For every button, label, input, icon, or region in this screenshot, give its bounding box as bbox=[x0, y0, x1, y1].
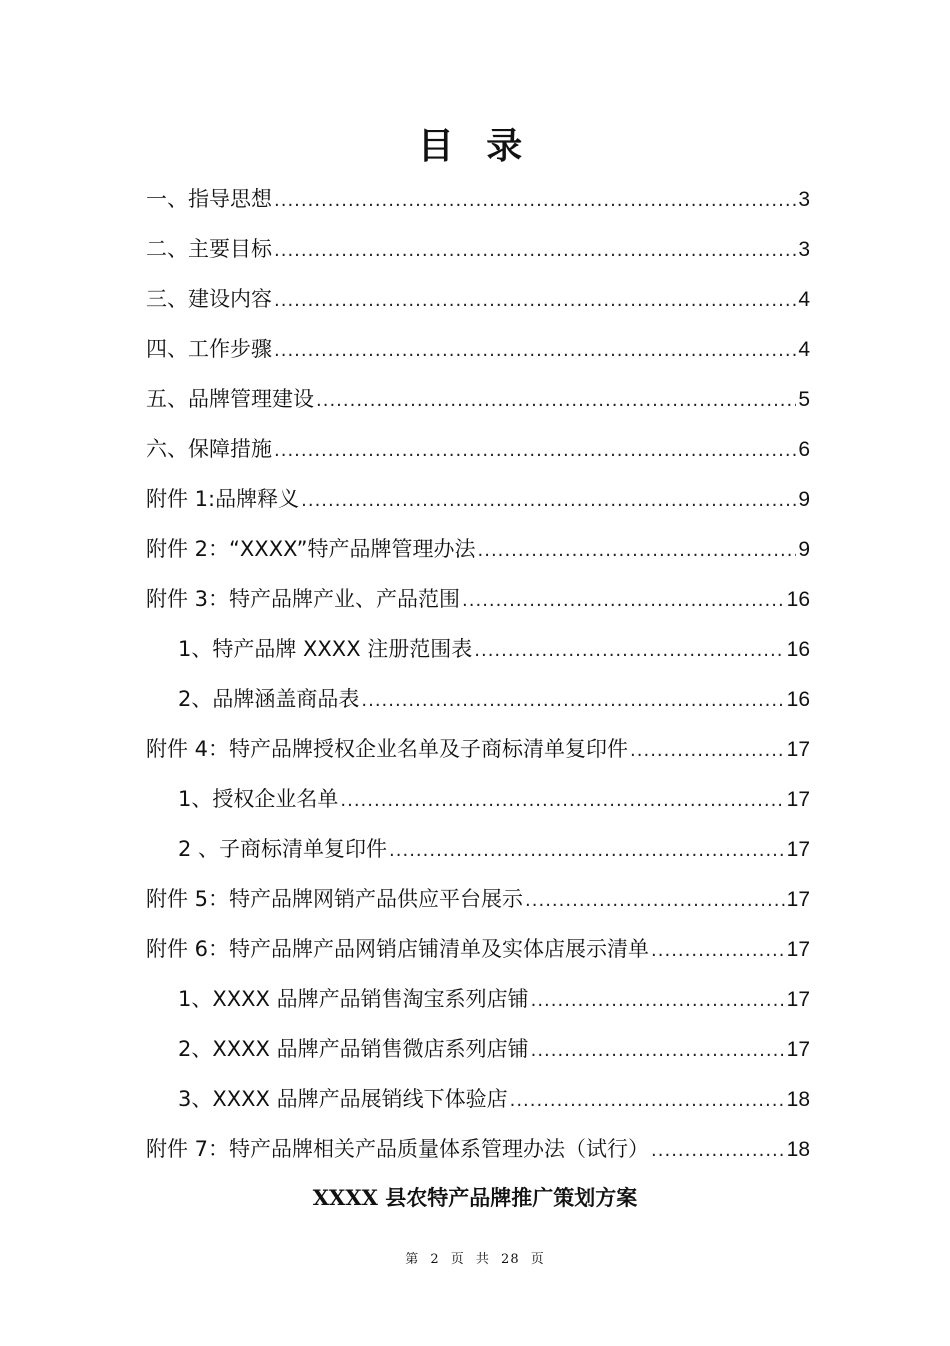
toc-dot-leader bbox=[361, 676, 784, 726]
toc-entry-page-number: 17 bbox=[786, 888, 810, 911]
toc-entry-page-number: 17 bbox=[786, 988, 810, 1011]
toc-entry-page-number: 6 bbox=[798, 438, 810, 461]
toc-entry[interactable] bbox=[146, 524, 810, 574]
toc-entry-label: 附件 3：特产品牌产业、产品范围 bbox=[146, 587, 461, 611]
toc-dot-leader bbox=[389, 826, 785, 876]
toc-dot-leader bbox=[651, 926, 785, 976]
toc-dot-leader bbox=[531, 976, 785, 1026]
page-title: 目 录 bbox=[417, 125, 533, 167]
toc-dot-leader bbox=[340, 776, 784, 826]
toc-entry-label: 二、主要目标 bbox=[146, 237, 272, 261]
toc-entry-page-number: 17 bbox=[786, 1038, 810, 1061]
table-of-contents bbox=[146, 174, 810, 1174]
toc-entry-label: 附件 4：特产品牌授权企业名单及子商标清单复印件 bbox=[146, 737, 629, 761]
toc-entry-page-number: 16 bbox=[786, 588, 810, 611]
toc-entry-label: 2、品牌涵盖商品表 bbox=[178, 687, 360, 711]
toc-entry-page-number: 17 bbox=[786, 838, 810, 861]
toc-dot-leader bbox=[531, 1026, 785, 1076]
toc-entry-page-number: 5 bbox=[798, 388, 810, 411]
toc-entry[interactable] bbox=[146, 824, 810, 874]
toc-entry-label: 四、工作步骤 bbox=[146, 337, 272, 361]
toc-entry[interactable] bbox=[146, 924, 810, 974]
toc-dot-leader bbox=[274, 176, 796, 226]
toc-dot-leader bbox=[651, 1126, 785, 1176]
toc-entry[interactable] bbox=[146, 274, 810, 324]
toc-entry[interactable] bbox=[146, 624, 810, 674]
toc-entry-page-number: 16 bbox=[786, 688, 810, 711]
toc-entry-label: 五、品牌管理建设 bbox=[146, 387, 314, 411]
toc-entry[interactable] bbox=[146, 874, 810, 924]
toc-dot-leader bbox=[474, 626, 784, 676]
toc-entry[interactable] bbox=[146, 774, 810, 824]
toc-entry-label: 1、授权企业名单 bbox=[178, 787, 339, 811]
toc-dot-leader bbox=[478, 526, 797, 576]
toc-dot-leader bbox=[274, 226, 796, 276]
toc-entry-label: 三、建设内容 bbox=[146, 287, 272, 311]
toc-entry-label: 1、XXXX 品牌产品销售淘宝系列店铺 bbox=[178, 987, 529, 1011]
toc-entry[interactable] bbox=[146, 1124, 810, 1174]
toc-entry-page-number: 17 bbox=[786, 788, 810, 811]
document-heading: XXXX 县农特产品牌推广策划方案 bbox=[312, 1185, 638, 1210]
toc-entry[interactable] bbox=[146, 224, 810, 274]
toc-entry[interactable] bbox=[146, 974, 810, 1024]
toc-entry-page-number: 9 bbox=[798, 538, 810, 561]
toc-entry-label: 六、保障措施 bbox=[146, 437, 272, 461]
toc-entry[interactable] bbox=[146, 1024, 810, 1074]
toc-entry-page-number: 17 bbox=[786, 938, 810, 961]
toc-dot-leader bbox=[274, 426, 796, 476]
toc-dot-leader bbox=[316, 376, 796, 426]
page-footer: 第 2 页 共 28 页 bbox=[405, 1252, 545, 1267]
toc-dot-leader bbox=[301, 476, 796, 526]
toc-entry-page-number: 16 bbox=[786, 638, 810, 661]
toc-entry-label: 附件 7：特产品牌相关产品质量体系管理办法（试行） bbox=[146, 1137, 650, 1161]
toc-dot-leader bbox=[462, 576, 785, 626]
toc-entry-page-number: 4 bbox=[798, 338, 810, 361]
toc-dot-leader bbox=[630, 726, 785, 776]
toc-entry-label: 1、特产品牌 XXXX 注册范围表 bbox=[178, 637, 473, 661]
toc-entry-page-number: 3 bbox=[798, 188, 810, 211]
toc-entry-label: 附件 1:品牌释义 bbox=[146, 487, 300, 511]
toc-entry-label: 附件 2：“XXXX”特产品牌管理办法 bbox=[146, 537, 476, 561]
toc-dot-leader bbox=[274, 326, 796, 376]
toc-entry[interactable] bbox=[146, 374, 810, 424]
toc-entry-page-number: 18 bbox=[786, 1138, 810, 1161]
toc-entry[interactable] bbox=[146, 674, 810, 724]
toc-entry[interactable] bbox=[146, 474, 810, 524]
toc-entry-label: 3、XXXX 品牌产品展销线下体验店 bbox=[178, 1087, 508, 1111]
toc-entry-label: 一、指导思想 bbox=[146, 187, 272, 211]
toc-entry[interactable] bbox=[146, 174, 810, 224]
toc-entry-page-number: 3 bbox=[798, 238, 810, 261]
toc-dot-leader bbox=[274, 276, 796, 326]
toc-entry-page-number: 9 bbox=[798, 488, 810, 511]
toc-entry-label: 附件 5：特产品牌网销产品供应平台展示 bbox=[146, 887, 524, 911]
toc-entry-label: 2 、子商标清单复印件 bbox=[178, 837, 388, 861]
toc-entry[interactable] bbox=[146, 574, 810, 624]
toc-entry[interactable] bbox=[146, 1074, 810, 1124]
toc-entry-label: 附件 6：特产品牌产品网销店铺清单及实体店展示清单 bbox=[146, 937, 650, 961]
toc-entry-label: 2、XXXX 品牌产品销售微店系列店铺 bbox=[178, 1037, 529, 1061]
toc-entry[interactable] bbox=[146, 424, 810, 474]
toc-entry-page-number: 17 bbox=[786, 738, 810, 761]
toc-entry-page-number: 4 bbox=[798, 288, 810, 311]
toc-entry-page-number: 18 bbox=[786, 1088, 810, 1111]
toc-entry[interactable] bbox=[146, 724, 810, 774]
toc-dot-leader bbox=[525, 876, 785, 926]
toc-dot-leader bbox=[510, 1076, 785, 1126]
toc-entry[interactable] bbox=[146, 324, 810, 374]
